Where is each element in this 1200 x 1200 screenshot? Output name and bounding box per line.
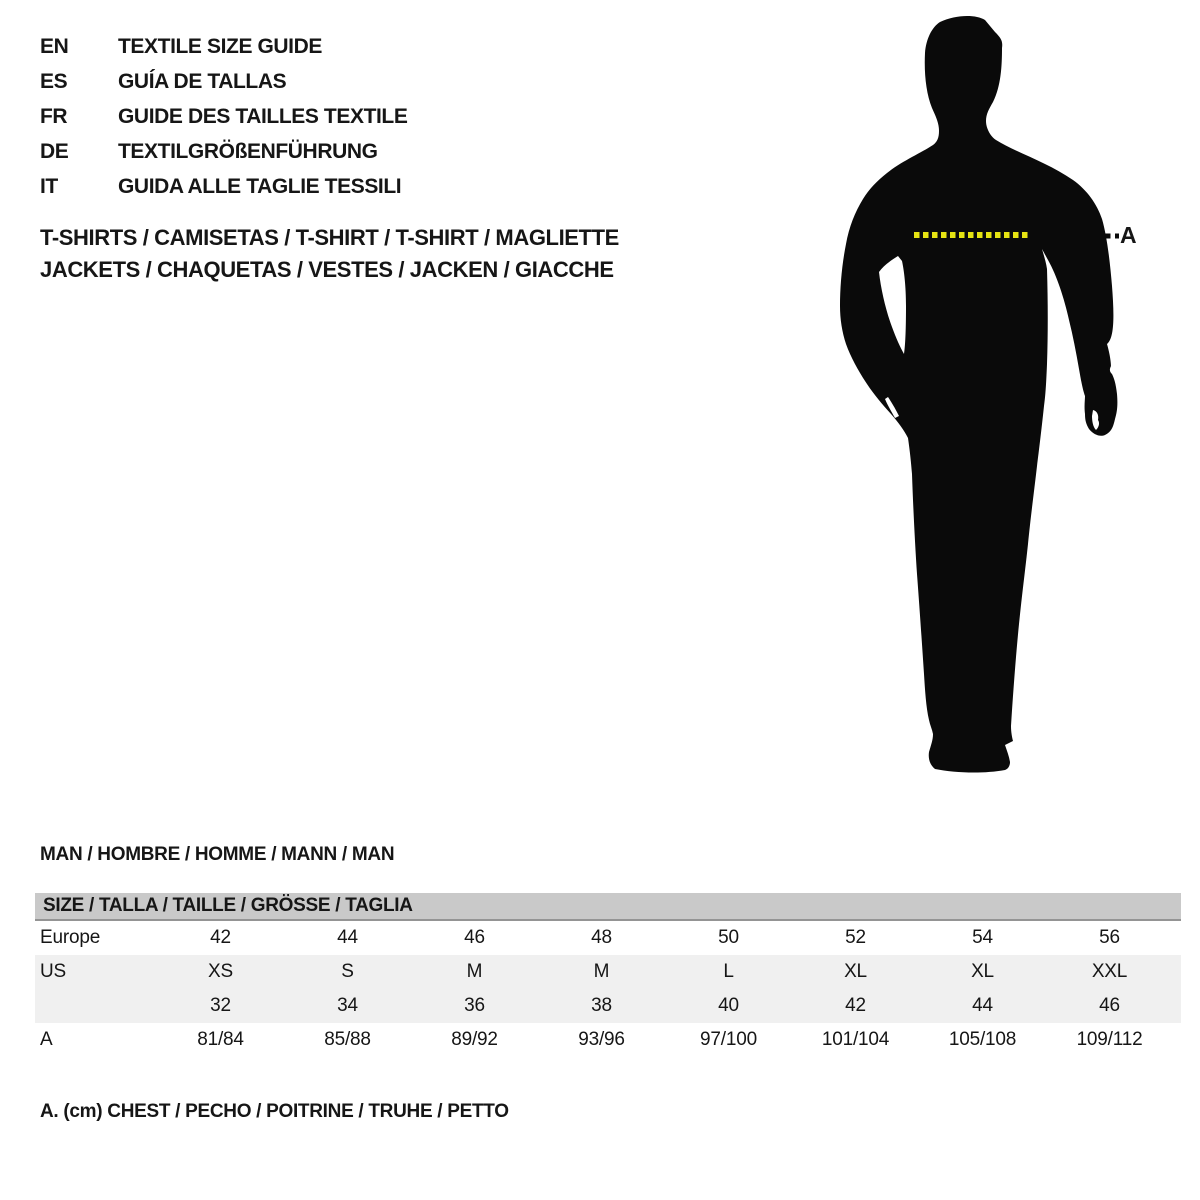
table-row-us [35, 955, 1181, 989]
row-label: A [40, 1029, 53, 1050]
size-cell: 105/108 [948, 1029, 1017, 1050]
size-cell: 56 [1099, 927, 1120, 948]
size-cell: 85/88 [324, 1029, 371, 1050]
table-row-numeric [35, 989, 1181, 1023]
language-guide-title: GUIDE DES TAILLES TEXTILE [118, 105, 408, 128]
category-block [40, 222, 619, 286]
table-row-europe [35, 921, 1181, 955]
size-table [35, 893, 1181, 1057]
row-label: US [40, 961, 66, 982]
language-code: ES [40, 70, 68, 93]
size-cell: 93/96 [578, 1029, 625, 1050]
size-cell: 101/104 [821, 1029, 890, 1050]
measurement-footnote: A. (cm) CHEST / PECHO / POITRINE / TRUHE / PETTO [40, 1101, 509, 1122]
row-label: Europe [40, 927, 101, 948]
size-cell: 46 [1099, 995, 1120, 1016]
language-guide-title: GUÍA DE TALLAS [118, 70, 287, 93]
size-cell: 42 [845, 995, 866, 1016]
size-cell: 97/100 [700, 1029, 757, 1050]
language-guide-block [40, 29, 407, 204]
size-cell: 46 [464, 927, 485, 948]
size-table-header: SIZE / TALLA / TAILLE / GRÖSSE / TAGLIA [35, 893, 1181, 921]
man-silhouette-figure [835, 14, 1135, 780]
language-code: FR [40, 105, 68, 128]
language-code: IT [40, 175, 58, 198]
category-line-tshirts: T-SHIRTS / CAMISETAS / T-SHIRT / T-SHIRT / MAGLIETTE [40, 225, 619, 250]
size-cell: L [723, 961, 734, 982]
size-cell: XL [844, 961, 867, 982]
language-row [40, 134, 407, 169]
language-code: DE [40, 140, 69, 163]
size-cell: M [466, 961, 483, 982]
size-cell: XS [208, 961, 233, 982]
size-cell: S [341, 961, 354, 982]
language-guide-title: GUIDA ALLE TAGLIE TESSILI [118, 175, 402, 198]
size-cell: 50 [718, 927, 739, 948]
size-cell: 44 [337, 927, 358, 948]
size-cell: 109/112 [1076, 1029, 1143, 1050]
size-cell: XXL [1091, 961, 1128, 982]
language-guide-title: TEXTILE SIZE GUIDE [118, 35, 322, 58]
size-cell: 36 [464, 995, 485, 1016]
size-cell: 52 [845, 927, 866, 948]
language-row [40, 64, 407, 99]
size-cell: 40 [718, 995, 739, 1016]
size-cell: 48 [591, 927, 612, 948]
size-cell: 42 [210, 927, 231, 948]
size-cell: XL [971, 961, 994, 982]
size-cell: 44 [972, 995, 993, 1016]
size-cell: 38 [591, 995, 612, 1016]
size-cell: 32 [210, 995, 231, 1016]
measurement-label-a: A [1120, 222, 1137, 248]
size-cell: 34 [337, 995, 358, 1016]
category-line-jackets: JACKETS / CHAQUETAS / VESTES / JACKEN / GIACCHE [40, 257, 614, 282]
language-row [40, 169, 407, 204]
gender-heading: MAN / HOMBRE / HOMME / MANN / MAN [40, 844, 395, 865]
man-silhouette-shape [840, 16, 1117, 772]
size-cell: 54 [972, 927, 993, 948]
table-row-chest-cm [35, 1023, 1181, 1057]
language-row [40, 29, 407, 64]
size-cell: M [593, 961, 610, 982]
language-guide-title: TEXTILGRÖßENFÜHRUNG [118, 140, 378, 163]
language-row [40, 99, 407, 134]
language-code: EN [40, 35, 69, 58]
size-cell: 89/92 [451, 1029, 498, 1050]
man-silhouette-svg [835, 14, 1135, 780]
size-cell: 81/84 [197, 1029, 244, 1050]
